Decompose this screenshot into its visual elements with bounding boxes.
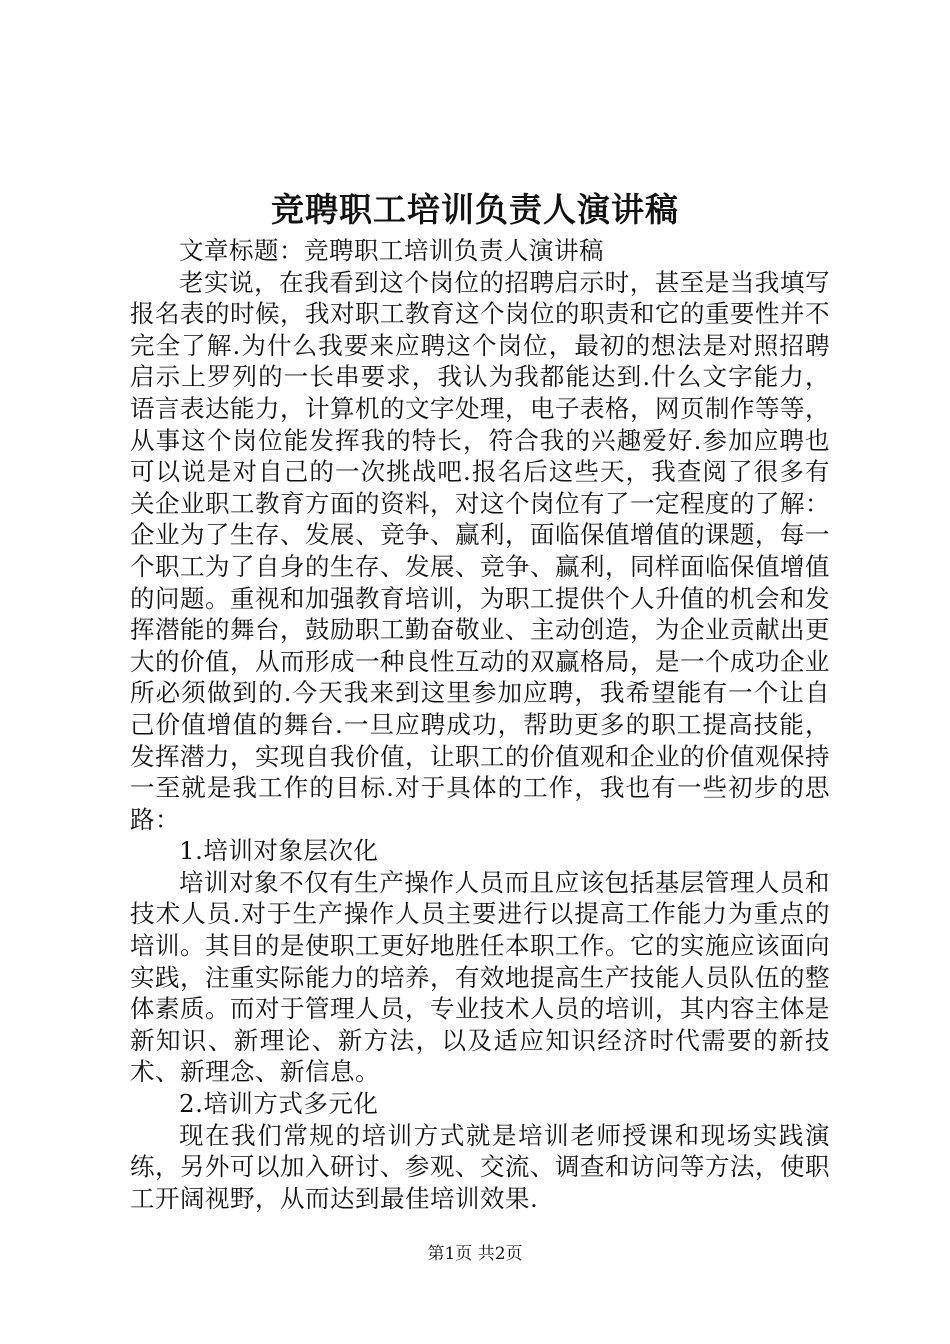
section-paragraph-1: 培训对象不仅有生产操作人员而且应该包括基层管理人员和技术人员.对于生产操作人员主要进行以提高工作能力为重点的培训。其目的是使职工更好地胜任本职工作。它的实施应该面向实践，注重实际能力的培养，有效地提高生产技能人员队伍的整体素质。而对于管理人员，专业技术人员的培训，其内容主体是新知识、新理论、新方法，以及适应知识经济时代需要的新技术、新理念、新信息。 <box>130 867 830 1087</box>
section-heading-1: 1.培训对象层次化 <box>179 836 379 866</box>
article-title-line: 文章标题：竞聘职工培训负责人演讲稿 <box>179 236 604 265</box>
page-number-footer: 第1页 共2页 <box>427 1244 523 1264</box>
section-paragraph-2: 现在我们常规的培训方式就是培训老师授课和现场实践演练，另外可以加入研讨、参观、交流、调查和访问等方法，使职工开阔视野，从而达到最佳培训效果. <box>130 1120 830 1213</box>
intro-paragraph: 老实说，在我看到这个岗位的招聘启示时，甚至是当我填写报名表的时候，我对职工教育这个岗位的职责和它的重要性并不完全了解.为什么我要来应聘这个岗位，最初的想法是对照招聘启示上罗列的一长串要求，我认为我都能达到.什么文字能力，语言表达能力，计算机的文字处理，电子表格，网页制作等等，从事这个岗位能发挥我的特长，符合我的兴趣爱好.参加应聘也可以说是对自己的一次挑战吧.报名后这些天，我查阅了很多有关企业职工教育方面的资料，对这个岗位有了一定程度的了解：企业为了生存、发展、竞争、赢利，面临保值增值的课题，每一个职工为了自身的生存、发展、竞争、赢利，同样面临保值增值的问题。重视和加强教育培训，为职工提供个人升值的机会和发挥潜能的舞台，鼓励职工勤奋敬业、主动创造，为企业贡献出更大的价值，从而形成一种良性互动的双赢格局，是一个成功企业所必须做到的.今天我来到这里参加应聘，我希望能有一个让自己价值增值的舞台.一旦应聘成功，帮助更多的职工提高技能，发挥潜力，实现自我价值，让职工的价值观和企业的价值观保持一至就是我工作的目标.对于具体的工作，我也有一些初步的思路： <box>130 267 830 834</box>
section-heading-2: 2.培训方式多元化 <box>179 1089 379 1119</box>
document-body <box>130 235 830 1214</box>
document-title: 竞聘职工培训负责人演讲稿 <box>271 190 679 229</box>
